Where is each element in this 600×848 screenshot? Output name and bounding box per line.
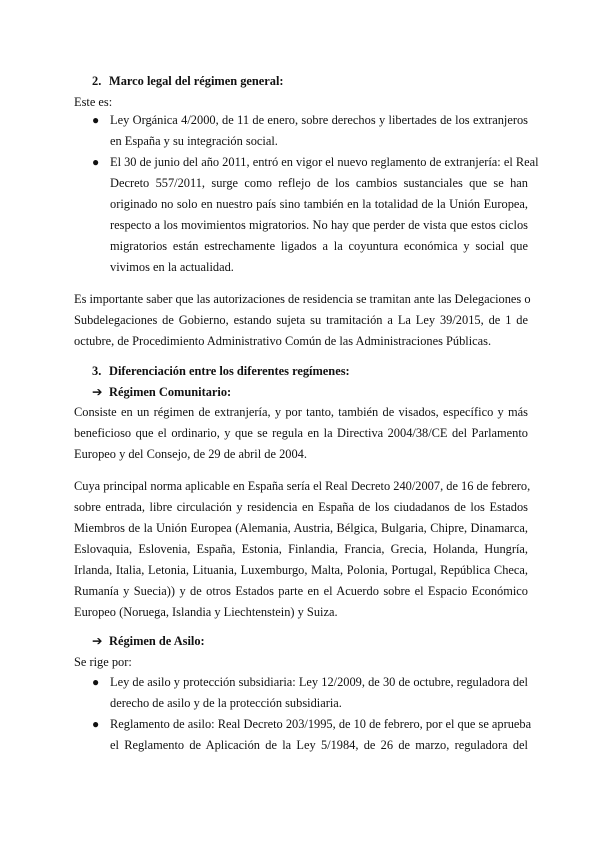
bullet-icon: ● [92, 155, 100, 169]
paragraph-comunitario-1 [74, 402, 528, 465]
section-heading-2 [92, 72, 284, 90]
bullet-icon: ● [92, 717, 100, 731]
text-line: Miembros de la Unión Europea (Alemania, Austria, Bélgica, Bulgaria, Chipre, Dinamarca, [74, 521, 528, 535]
text-line: Consiste en un régimen de extranjería, y por tanto, también de visados, específico y más [74, 405, 528, 419]
paragraph-comunitario-2 [74, 476, 531, 623]
subheading-comunitario [92, 383, 231, 401]
text-line: en España y su integración social. [110, 134, 278, 148]
text-line: Eslovaquia, Eslovenia, España, Estonia, Finlandia, Francia, Grecia, Holanda, Hungría, [74, 542, 528, 556]
arrow-right-icon: ➔ [92, 634, 103, 648]
text-line: vivimos en la actualidad. [110, 260, 234, 274]
subheading-title: Régimen Comunitario: [109, 385, 232, 399]
text-line: Ley de asilo y protección subsidiaria: Ley 12/2009, de 30 de octubre, reguladora del [110, 675, 528, 689]
bullet-icon: ● [92, 675, 100, 689]
text-line: El 30 de junio del año 2011, entró en vigor el nuevo reglamento de extranjería: el Real [110, 155, 539, 169]
section-number: 3. [92, 364, 102, 378]
text-line: Ley Orgánica 4/2000, de 11 de enero, sobre derechos y libertades de los extranjeros [110, 113, 528, 127]
text-line: respecto a los movimientos migratorios. No hay que perder de vista que estos ciclos [110, 218, 528, 232]
text-line: Rumanía y Suecia)) y de otros Estados parte en el Acuerdo sobre el Espacio Económico [74, 584, 528, 598]
text-line: Europeo y del Consejo, de 29 de abril de 2004. [74, 447, 307, 461]
text-line: sobre entrada, libre circulación y residencia en España de los ciudadanos de los Estados [74, 500, 528, 514]
text-line: Irlanda, Italia, Letonia, Lituania, Luxemburgo, Malta, Polonia, Portugal, República Checa, [74, 563, 528, 577]
bullet-icon: ● [92, 113, 100, 127]
text-line: derecho de asilo y de la protección subsidiaria. [110, 696, 342, 710]
text-line: octubre, de Procedimiento Administrativo Común de las Administraciones Públicas. [74, 334, 492, 348]
list-item [110, 110, 528, 152]
text-line: Es importante saber que las autorizaciones de residencia se tramitan ante las Delegaciones o [74, 292, 531, 306]
text-line: Subdelegaciones de Gobierno, estando sujeta su tramitación a La Ley 39/2015, de 1 de [74, 313, 528, 327]
subheading-title: Régimen de Asilo: [109, 634, 205, 648]
text-line: Este es: [74, 95, 113, 109]
text-line: el Reglamento de Aplicación de la Ley 5/1984, de 26 de marzo, reguladora del [110, 738, 528, 752]
text-line: Reglamento de asilo: Real Decreto 203/1995, de 10 de febrero, por el que se aprueba [110, 717, 532, 731]
section-title: Diferenciación entre los diferentes regímenes: [109, 364, 350, 378]
text-line: Europeo (Noruega, Islandia y Liechtenstein) y Suiza. [74, 605, 338, 619]
list-item [110, 714, 532, 756]
list-item [110, 672, 528, 714]
text-line: Se rige por: [74, 655, 132, 669]
text-line: Cuya principal norma aplicable en España sería el Real Decreto 240/2007, de 16 de febrero, [74, 479, 531, 493]
section-title: Marco legal del régimen general: [109, 74, 284, 88]
text-line: Decreto 557/2011, surge como reflejo de los cambios sustanciales que se han [110, 176, 528, 190]
paragraph-residencia [74, 289, 531, 352]
intro-asilo [74, 652, 528, 673]
arrow-right-icon: ➔ [92, 385, 103, 399]
section-number: 2. [92, 74, 102, 88]
section-heading-3 [92, 362, 350, 380]
text-line: originado no solo en nuestro país sino también en la totalidad de la Unión Europea, [110, 197, 528, 211]
text-line: beneficioso que el ordinario, y que se regula en la Directiva 2004/38/CE del Parlamento [74, 426, 528, 440]
list-item [110, 152, 539, 278]
text-line: migratorios están estrechamente ligados a la coyuntura económica y social que [110, 239, 528, 253]
subheading-asilo [92, 632, 205, 650]
